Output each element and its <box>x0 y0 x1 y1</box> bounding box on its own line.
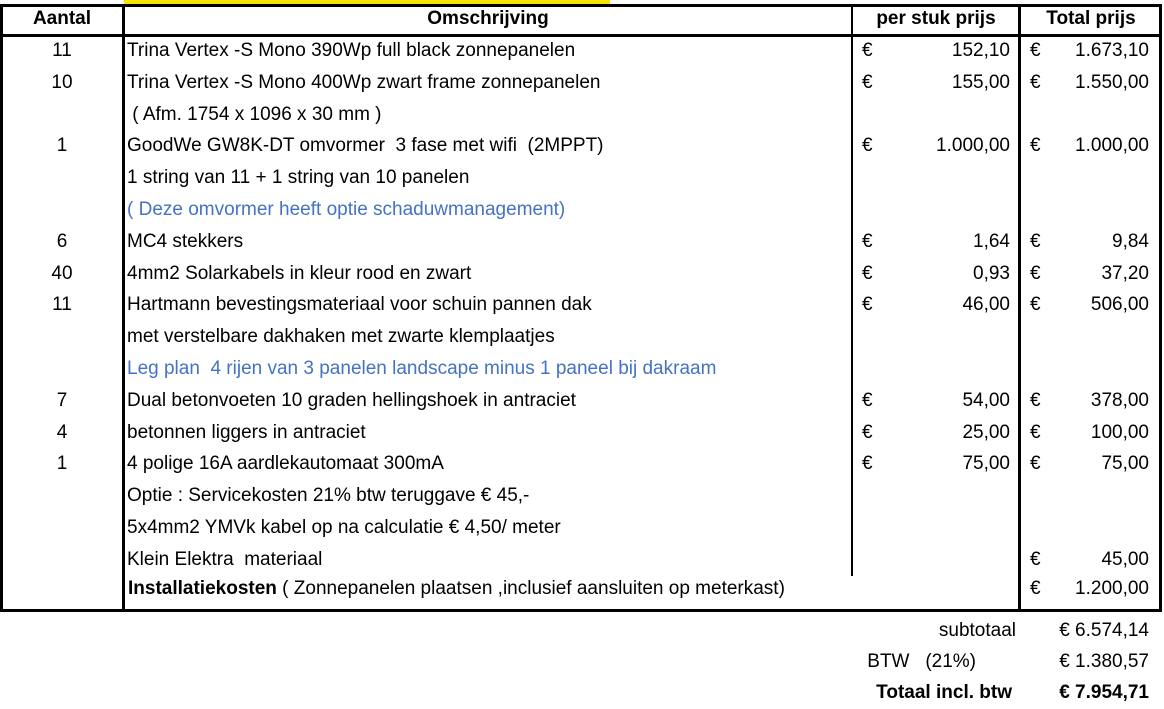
row-description: 1 string van 11 + 1 string van 10 panelen <box>127 167 470 188</box>
row-description: 4 polige 16A aardlekautomaat 300mA <box>127 453 444 474</box>
table-bottom-border <box>0 609 1162 612</box>
row-qty: 7 <box>56 390 68 411</box>
header-top-border <box>0 4 1162 7</box>
row-unit-euro: € <box>862 422 873 443</box>
row-unit-euro: € <box>862 40 873 61</box>
row-description: betonnen liggers in antraciet <box>127 422 366 443</box>
row-unit-price: 1.000,00 <box>936 135 1010 156</box>
row-unit-euro: € <box>862 390 873 411</box>
installation-euro: € <box>1030 578 1041 599</box>
row-qty: 10 <box>51 72 73 93</box>
header-per-stuk-prijs: per stuk prijs <box>876 8 996 29</box>
row-total: 506,00 <box>1090 294 1149 315</box>
installation-label-rest: ( Zonnepanelen plaatsen ,inclusief aansluiten op meterkast) <box>276 578 785 599</box>
row-total: 9,84 <box>1112 231 1149 252</box>
row-total: 45,00 <box>1101 549 1149 570</box>
row-qty: 40 <box>51 263 73 284</box>
row-description: Hartmann bevestingsmateriaal voor schuin pannen dak <box>127 294 592 315</box>
row-description: Dual betonvoeten 10 graden hellingshoek in antraciet <box>127 390 576 411</box>
row-unit-euro: € <box>862 72 873 93</box>
row-unit-price: 54,00 <box>962 390 1010 411</box>
row-total-euro: € <box>1030 549 1041 570</box>
row-total-euro: € <box>1030 231 1041 252</box>
row-total-euro: € <box>1030 422 1041 443</box>
btw-value: € 1.380,57 <box>1059 651 1149 672</box>
row-description: Klein Elektra materiaal <box>127 549 323 570</box>
header-omschrijving: Omschrijving <box>427 8 549 29</box>
row-unit-price: 152,10 <box>951 40 1010 61</box>
total-value: € 7.954,71 <box>1059 682 1149 703</box>
row-total: 378,00 <box>1090 390 1149 411</box>
row-unit-price: 1,64 <box>973 231 1010 252</box>
row-qty: 4 <box>56 422 68 443</box>
row-unit-euro: € <box>862 453 873 474</box>
row-description: Trina Vertex -S Mono 390Wp full black zonnepanelen <box>127 40 576 61</box>
row-description: MC4 stekkers <box>127 231 244 252</box>
row-total: 100,00 <box>1090 422 1149 443</box>
row-unit-price: 75,00 <box>962 453 1010 474</box>
btw-label: BTW (21%) <box>867 651 976 672</box>
row-description: ( Deze omvormer heeft optie schaduwmanagement) <box>127 199 566 220</box>
row-unit-price: 46,00 <box>962 294 1010 315</box>
subtotal-label: subtotaal <box>938 620 1016 641</box>
header-aantal: Aantal <box>32 8 92 29</box>
row-description: GoodWe GW8K-DT omvormer 3 fase met wifi (2MPPT) <box>127 135 604 156</box>
row-qty: 11 <box>52 40 72 61</box>
row-total: 37,20 <box>1101 263 1149 284</box>
col-line-price <box>1018 4 1021 612</box>
row-qty: 1 <box>56 135 68 156</box>
row-unit-euro: € <box>862 135 873 156</box>
row-total: 1.550,00 <box>1075 72 1149 93</box>
row-total-euro: € <box>1030 72 1041 93</box>
row-total-euro: € <box>1030 263 1041 284</box>
row-unit-euro: € <box>862 231 873 252</box>
right-border <box>1159 4 1162 612</box>
row-total-euro: € <box>1030 294 1041 315</box>
row-qty: 11 <box>52 294 72 315</box>
row-description: 5x4mm2 YMVk kabel op na calculatie € 4,50/ meter <box>127 517 561 538</box>
row-total: 75,00 <box>1101 453 1149 474</box>
row-unit-euro: € <box>862 294 873 315</box>
row-qty: 6 <box>56 231 68 252</box>
row-total: 1.673,10 <box>1075 40 1149 61</box>
row-description: Trina Vertex -S Mono 400Wp zwart frame zonnepanelen <box>127 72 601 93</box>
row-total-euro: € <box>1030 390 1041 411</box>
installation-label-bold: Installatiekosten <box>128 578 277 599</box>
total-label: Totaal incl. btw <box>876 682 1012 703</box>
row-total: 1.000,00 <box>1075 135 1149 156</box>
row-unit-price: 0,93 <box>973 263 1010 284</box>
row-unit-price: 25,00 <box>962 422 1010 443</box>
subtotal-value: € 6.574,14 <box>1059 620 1149 641</box>
row-description: Optie : Servicekosten 21% btw teruggave € 45,- <box>127 485 530 506</box>
row-qty: 1 <box>56 453 68 474</box>
header-total-prijs: Total prijs <box>1046 8 1136 29</box>
col-line-desc <box>851 4 853 576</box>
header-bottom-border <box>0 34 1162 37</box>
row-unit-euro: € <box>862 263 873 284</box>
row-description: 4mm2 Solarkabels in kleur rood en zwart <box>127 263 472 284</box>
row-total-euro: € <box>1030 453 1041 474</box>
installation-label <box>128 579 785 599</box>
row-description: Leg plan 4 rijen van 3 panelen landscape minus 1 paneel bij dakraam <box>127 358 717 379</box>
row-description: ( Afm. 1754 x 1096 x 30 mm ) <box>127 104 382 125</box>
row-total-euro: € <box>1030 135 1041 156</box>
row-unit-price: 155,00 <box>951 72 1010 93</box>
row-description: met verstelbare dakhaken met zwarte klemplaatjes <box>127 326 555 347</box>
installation-total: 1.200,00 <box>1075 578 1149 599</box>
row-total-euro: € <box>1030 40 1041 61</box>
